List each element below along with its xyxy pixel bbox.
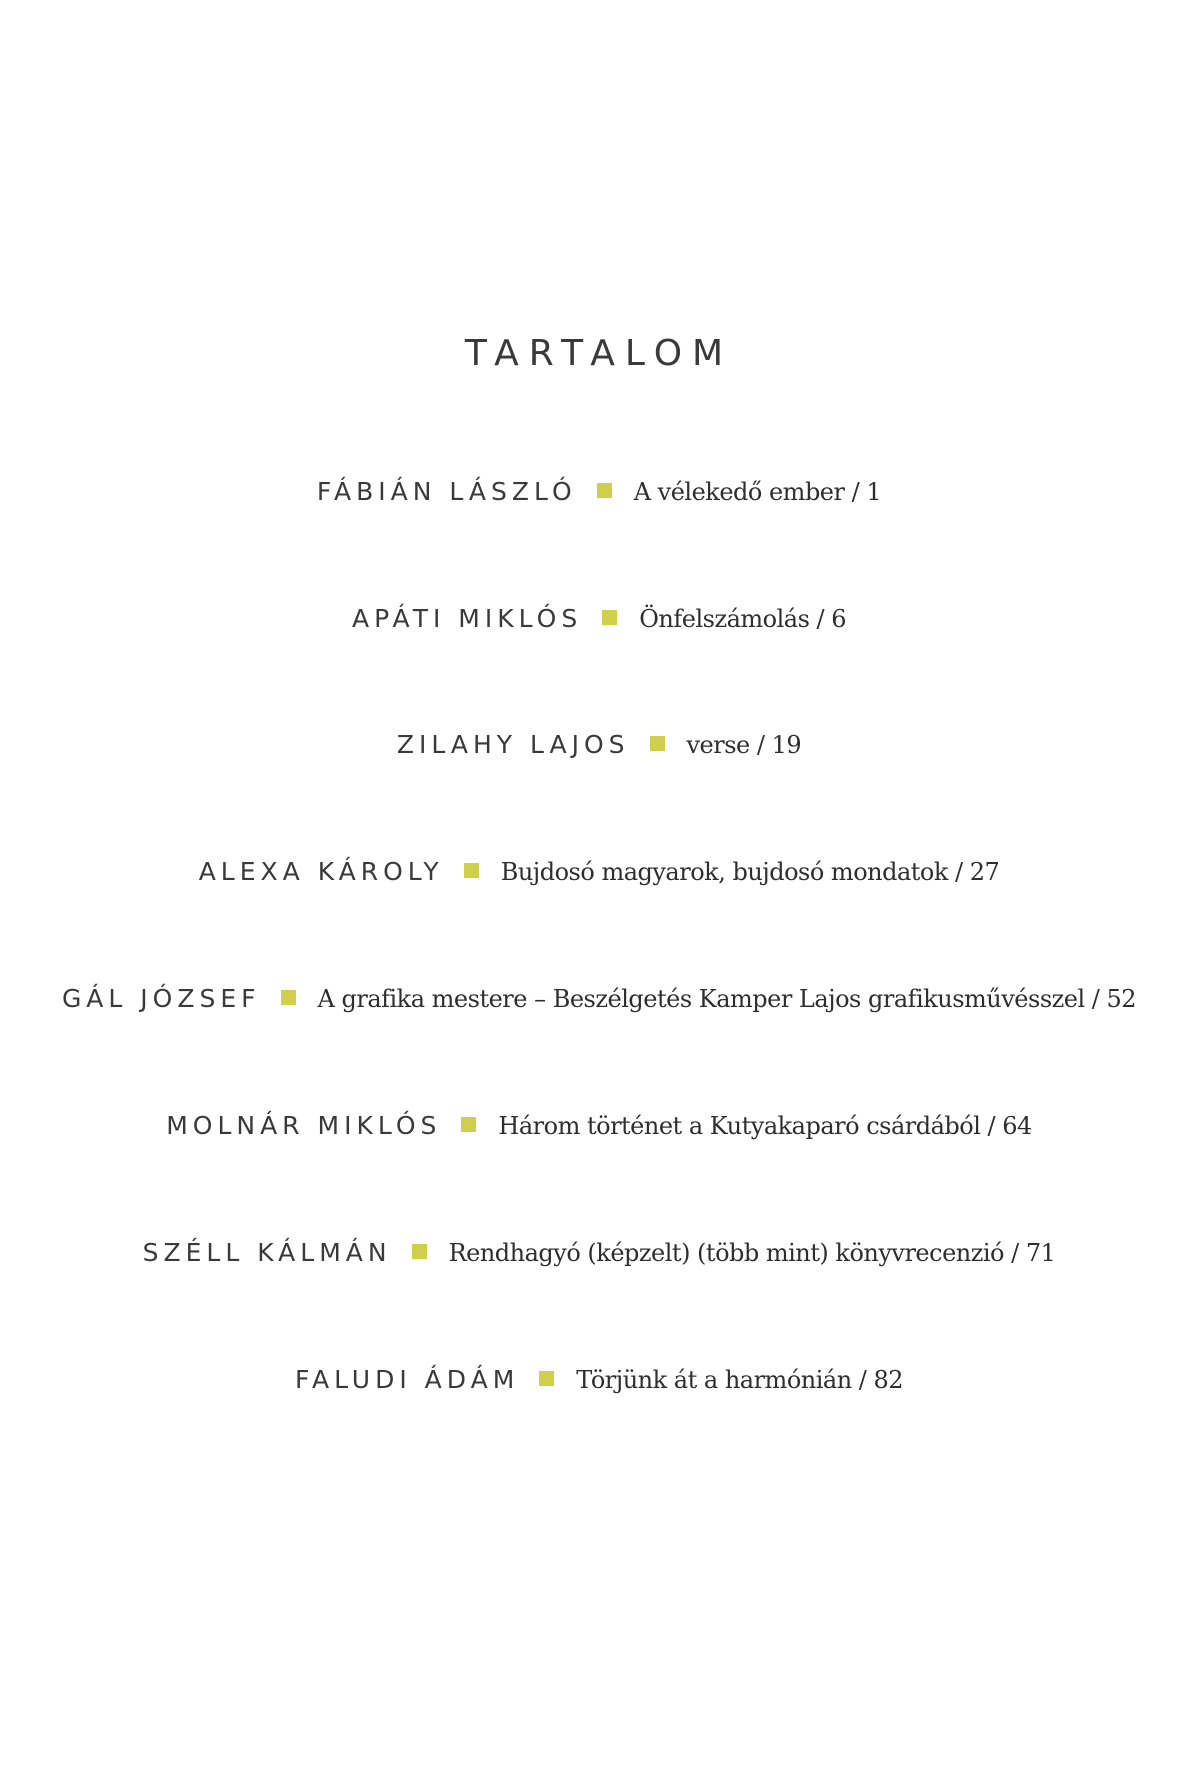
entry-author: ZILAHY LAJOS [396, 730, 630, 759]
toc-entry [0, 1239, 1198, 1267]
entry-author: GÁL JÓZSEF [61, 984, 261, 1013]
entry-work: Rendhagyó (képzelt) (több mint) könyvrecenzió / 71 [448, 1239, 1056, 1267]
entry-author: FALUDI ÁDÁM [294, 1365, 520, 1394]
entry-author: APÁTI MIKLÓS [351, 604, 583, 633]
toc-entry [0, 731, 1198, 759]
toc-entry [0, 478, 1198, 506]
entry-work: Törjünk át a harmónián / 82 [576, 1366, 904, 1394]
square-bullet-icon [461, 1117, 476, 1132]
toc-entry [0, 985, 1198, 1013]
entry-work: Három történet a Kutyakaparó csárdából / 64 [498, 1112, 1032, 1140]
entry-work: verse / 19 [686, 731, 802, 759]
toc-entry [0, 1366, 1198, 1394]
toc-entry [0, 858, 1198, 886]
square-bullet-icon [464, 863, 479, 878]
page-title: TARTALOM [464, 333, 734, 374]
entry-work: A grafika mestere – Beszélgetés Kamper Lajos grafikusművésszel / 52 [317, 985, 1137, 1013]
toc-entry [0, 605, 1198, 633]
entry-author: FÁBIÁN LÁSZLÓ [316, 477, 577, 506]
entry-work: Bujdosó magyarok, bujdosó mondatok / 27 [500, 858, 1000, 886]
square-bullet-icon [539, 1371, 554, 1386]
toc-entry [0, 1112, 1198, 1140]
square-bullet-icon [597, 483, 612, 498]
entry-work: A vélekedő ember / 1 [633, 478, 882, 506]
square-bullet-icon [412, 1244, 427, 1259]
entry-author: ALEXA KÁROLY [198, 857, 444, 886]
entry-author: SZÉLL KÁLMÁN [142, 1238, 392, 1267]
entry-work: Önfelszámolás / 6 [639, 605, 847, 633]
entry-author: MOLNÁR MIKLÓS [166, 1111, 442, 1140]
square-bullet-icon [281, 990, 296, 1005]
square-bullet-icon [602, 610, 617, 625]
square-bullet-icon [650, 736, 665, 751]
